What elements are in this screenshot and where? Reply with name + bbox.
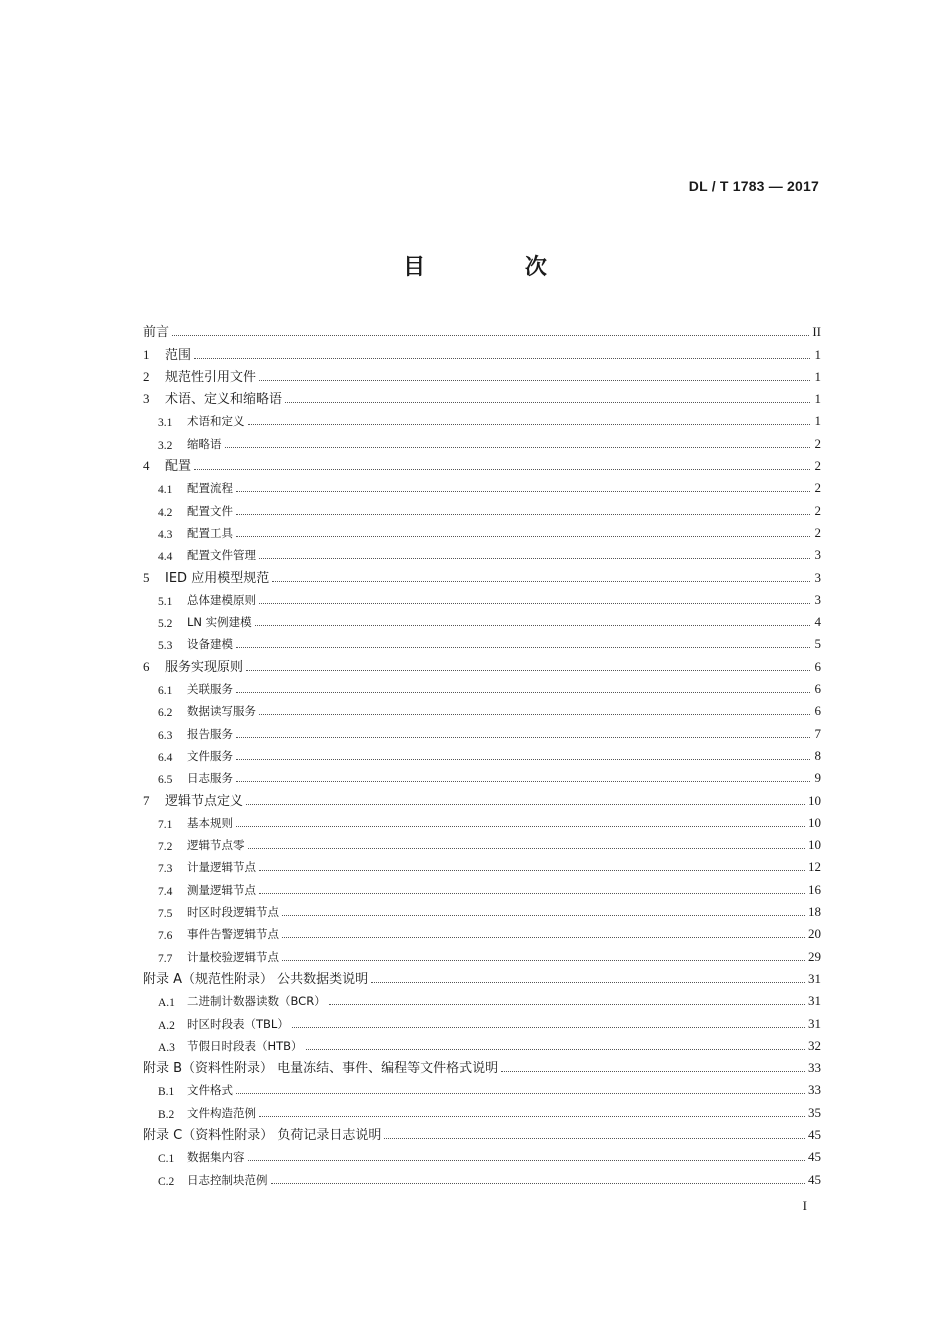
toc-entry[interactable] [143, 563, 821, 585]
toc-entry[interactable] [143, 1098, 821, 1120]
toc-entry[interactable] [143, 385, 821, 407]
toc-entry-label: 前言 [143, 325, 170, 341]
toc-entry-page: 35 [808, 1104, 821, 1120]
toc-entry-label: 附录 C（资料性附录） 负荷记录日志说明 [143, 1127, 382, 1143]
toc-entry-page: 18 [808, 904, 821, 920]
toc-entry-number: 5.1 [158, 595, 173, 608]
toc-entry-page: 45 [808, 1149, 821, 1165]
dot-leader [248, 423, 811, 425]
toc-entry-page: 32 [808, 1037, 821, 1053]
toc-entry[interactable] [143, 1165, 821, 1187]
toc-entry-number: 2 [143, 368, 150, 384]
toc-entry-page: II [812, 324, 821, 340]
toc-entry-number: 3 [143, 391, 150, 407]
toc-entry[interactable] [143, 853, 821, 875]
toc-entry-page: 45 [808, 1126, 821, 1142]
toc-entry[interactable] [143, 519, 821, 541]
dot-leader [259, 869, 805, 871]
toc-entry-number: 5 [143, 569, 150, 585]
toc-entry-label: 配置工具 [187, 525, 233, 540]
toc-entry-number: B.2 [158, 1108, 175, 1121]
dot-leader [246, 669, 810, 671]
toc-entry-label: 数据集内容 [187, 1150, 245, 1165]
page-title: 目 次 [403, 255, 593, 280]
toc-entry[interactable] [143, 965, 821, 987]
toc-entry-page: 2 [814, 458, 821, 474]
toc-entry-label: 术语、定义和缩略语 [165, 392, 283, 408]
toc-entry-page: 33 [808, 1060, 821, 1076]
dot-leader [259, 602, 810, 604]
dot-leader [282, 959, 805, 961]
toc-entry-label: 配置文件管理 [187, 548, 256, 563]
toc-entry[interactable] [143, 318, 821, 340]
dot-leader [248, 1159, 806, 1161]
toc-entry[interactable] [143, 586, 821, 608]
toc-entry[interactable] [143, 920, 821, 942]
dot-leader [384, 1137, 805, 1139]
toc-entry-label: 总体建模原则 [187, 592, 256, 607]
toc-entry[interactable] [143, 363, 821, 385]
toc-entry-label: 文件构造范例 [187, 1105, 256, 1120]
toc-entry[interactable] [143, 875, 821, 897]
toc-entry[interactable] [143, 831, 821, 853]
toc-entry-page: 3 [814, 591, 821, 607]
toc-entry-page: 4 [814, 614, 821, 630]
toc-entry-page: 29 [808, 948, 821, 964]
toc-entry[interactable] [143, 764, 821, 786]
dot-leader [259, 557, 810, 559]
toc-entry-number: 6.4 [158, 751, 173, 764]
dot-leader [172, 334, 809, 336]
toc-entry[interactable] [143, 340, 821, 362]
toc-entry-page: 2 [814, 524, 821, 540]
toc-entry-page: 10 [808, 814, 821, 830]
toc-entry-number: A.3 [158, 1041, 175, 1054]
toc-entry-label: 二进制计数器读数（BCR） [187, 994, 326, 1009]
toc-entry-page: 33 [808, 1082, 821, 1098]
toc-entry-label: 设备建模 [187, 637, 233, 652]
dot-leader [271, 1182, 806, 1184]
toc-entry-page: 3 [814, 569, 821, 585]
toc-entry-number: 7.1 [158, 818, 173, 831]
toc-entry-number: C.1 [158, 1153, 175, 1166]
toc-entry-number: 7.4 [158, 885, 173, 898]
toc-entry-number: 4.1 [158, 484, 173, 497]
toc-entry-page: 5 [814, 636, 821, 652]
toc-entry-page: 16 [808, 881, 821, 897]
toc-entry[interactable] [143, 898, 821, 920]
toc-entry-number: 5.2 [158, 618, 173, 631]
toc-entry-label: 测量逻辑节点 [187, 882, 256, 897]
toc-entry-page: 2 [814, 435, 821, 451]
toc-entry-label: 数据读写服务 [187, 704, 256, 719]
dot-leader [285, 401, 810, 403]
toc-entry[interactable] [143, 1121, 821, 1143]
toc-entry-page: 8 [814, 747, 821, 763]
toc-entry-number: 6 [143, 658, 150, 674]
dot-leader [259, 1115, 805, 1117]
toc-entry-page: 31 [808, 970, 821, 986]
toc-entry-label: 时区时段表（TBL） [187, 1016, 289, 1031]
toc-entry[interactable] [143, 474, 821, 496]
toc-entry-page: 12 [808, 859, 821, 875]
toc-entry-page: 1 [814, 346, 821, 362]
toc-entry-label: 范围 [165, 347, 192, 363]
toc-entry-page: 20 [808, 926, 821, 942]
toc-entry-label: LN 实例建模 [187, 615, 252, 630]
dot-leader [225, 446, 811, 448]
dot-leader [371, 981, 805, 983]
standard-code: DL / T 1783 — 2017 [688, 178, 819, 194]
toc-entry[interactable] [143, 541, 821, 563]
toc-entry[interactable] [143, 652, 821, 674]
dot-leader [292, 1026, 805, 1028]
toc-entry-number: A.1 [158, 997, 175, 1010]
toc-entry-label: 节假日时段表（HTB） [187, 1038, 303, 1053]
toc-entry-page: 2 [814, 502, 821, 518]
dot-leader [194, 468, 810, 470]
dot-leader [255, 624, 810, 626]
toc-entry-number: 4.2 [158, 506, 173, 519]
toc-entry-label: 报告服务 [187, 726, 233, 741]
toc-entry-number: 4.4 [158, 551, 173, 564]
toc-entry-label: 附录 A（规范性附录） 公共数据类说明 [143, 971, 369, 987]
toc-entry[interactable] [143, 1009, 821, 1031]
toc-entry-label: 术语和定义 [187, 414, 245, 429]
toc-entry[interactable] [143, 407, 821, 429]
toc-entry-page: 10 [808, 792, 821, 808]
toc-entry-label: 配置文件 [187, 503, 233, 518]
toc-entry-number: 3.1 [158, 417, 173, 430]
dot-leader [272, 580, 810, 582]
toc-entry-number: 7.6 [158, 930, 173, 943]
toc-entry-page: 1 [814, 413, 821, 429]
toc-entry-number: 3.2 [158, 439, 173, 452]
dot-leader [259, 892, 805, 894]
toc-entry[interactable] [143, 675, 821, 697]
toc-entry-number: 6.3 [158, 729, 173, 742]
toc-entry-label: 时区时段逻辑节点 [187, 905, 279, 920]
toc-entry-page: 7 [814, 725, 821, 741]
dot-leader [501, 1070, 805, 1072]
toc-entry[interactable] [143, 608, 821, 630]
toc-entry[interactable] [143, 452, 821, 474]
toc-entry-label: 关联服务 [187, 682, 233, 697]
toc-entry-page: 45 [808, 1171, 821, 1187]
toc-entry-label: 日志服务 [187, 771, 233, 786]
toc-entry-label: 服务实现原则 [165, 659, 244, 675]
dot-leader [306, 1048, 805, 1050]
toc-entry-number: 4 [143, 458, 150, 474]
dot-leader [236, 780, 810, 782]
toc-entry-label: 附录 B（资料性附录） 电量冻结、事件、编程等文件格式说明 [143, 1061, 499, 1077]
toc-entry[interactable] [143, 1143, 821, 1165]
toc-entry[interactable] [143, 987, 821, 1009]
toc-entry-label: 配置流程 [187, 481, 233, 496]
toc-entry-number: C.2 [158, 1175, 175, 1188]
toc-entry-label: 逻辑节点零 [187, 838, 245, 853]
toc-entry-label: 日志控制块范例 [187, 1172, 268, 1187]
toc-entry-number: 6.1 [158, 685, 173, 698]
toc-entry-label: 文件格式 [187, 1083, 233, 1098]
toc-entry-page: 31 [808, 993, 821, 1009]
toc-entry-page: 3 [814, 547, 821, 563]
toc-entry-page: 6 [814, 703, 821, 719]
dot-leader [236, 691, 810, 693]
toc-entry-number: 5.3 [158, 640, 173, 653]
toc-entry[interactable] [143, 1054, 821, 1076]
page-number: I [802, 1198, 807, 1213]
toc-entry-label: 计量逻辑节点 [187, 860, 256, 875]
toc-entry[interactable] [143, 429, 821, 451]
dot-leader [246, 803, 805, 805]
dot-leader [282, 914, 805, 916]
toc-entry-label: 缩略语 [187, 436, 222, 451]
toc-entry-number: 7.5 [158, 908, 173, 921]
toc-entry[interactable] [143, 786, 821, 808]
dot-leader [329, 1003, 805, 1005]
toc-entry-page: 2 [814, 480, 821, 496]
toc-entry[interactable] [143, 719, 821, 741]
toc-entry-page: 1 [814, 368, 821, 384]
dot-leader [236, 1092, 805, 1094]
dot-leader [236, 646, 810, 648]
toc-entry-number: 7.3 [158, 863, 173, 876]
dot-leader [236, 490, 810, 492]
toc-entry[interactable] [143, 742, 821, 764]
toc-entry-number: 4.3 [158, 528, 173, 541]
dot-leader [194, 357, 810, 359]
toc-entry[interactable] [143, 1032, 821, 1054]
toc-entry[interactable] [143, 1076, 821, 1098]
dot-leader [236, 736, 810, 738]
toc-entry-page: 10 [808, 837, 821, 853]
dot-leader [259, 379, 810, 381]
toc-entry-page: 31 [808, 1015, 821, 1031]
dot-leader [236, 825, 805, 827]
toc-entry[interactable] [143, 942, 821, 964]
toc-entry-number: B.1 [158, 1086, 175, 1099]
dot-leader [236, 513, 810, 515]
toc-entry-label: 配置 [165, 459, 192, 475]
toc-entry-number: 6.2 [158, 707, 173, 720]
toc-entry-label: 事件告警逻辑节点 [187, 927, 279, 942]
toc-entry-label: 文件服务 [187, 748, 233, 763]
toc-entry-label: 规范性引用文件 [165, 369, 257, 385]
toc-entry-label: 计量校验逻辑节点 [187, 949, 279, 964]
toc-entry-number: 1 [143, 346, 150, 362]
toc-entry-number: 7 [143, 792, 150, 808]
dot-leader [282, 936, 805, 938]
dot-leader [259, 713, 810, 715]
toc-entry[interactable] [143, 630, 821, 652]
toc-entry-page: 1 [814, 391, 821, 407]
toc-entry-number: 7.7 [158, 952, 173, 965]
toc-entry-number: 6.5 [158, 774, 173, 787]
table-of-contents [143, 318, 821, 1188]
toc-entry-label: 逻辑节点定义 [165, 793, 244, 809]
toc-entry[interactable] [143, 809, 821, 831]
toc-entry-page: 9 [814, 770, 821, 786]
dot-leader [236, 535, 810, 537]
dot-leader [236, 758, 810, 760]
toc-entry-number: 7.2 [158, 841, 173, 854]
dot-leader [248, 847, 806, 849]
toc-entry-page: 6 [814, 681, 821, 697]
toc-entry-number: A.2 [158, 1019, 175, 1032]
toc-entry-label: 基本规则 [187, 815, 233, 830]
toc-entry-label: IED 应用模型规范 [165, 570, 270, 586]
toc-entry-page: 6 [814, 658, 821, 674]
toc-entry[interactable] [143, 496, 821, 518]
toc-entry[interactable] [143, 697, 821, 719]
